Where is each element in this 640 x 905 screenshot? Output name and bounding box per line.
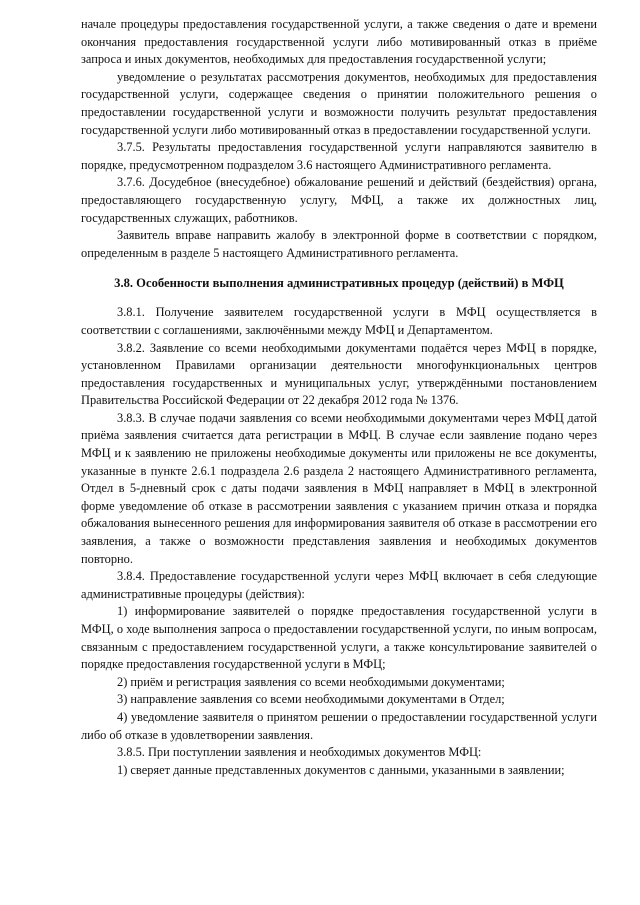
paragraph: 3.7.6. Досудебное (внесудебное) обжалование решений и действий (бездействия) органа, предоставляющего государственную услугу, МФЦ, а также их должностных лиц, государственных служащих, работников. [81, 175, 597, 225]
paragraph: 3.7.5. Результаты предоставления государственной услуги направляются заявителю в порядке, предусмотренном подразделом 3.6 настоящего Административного регламента. [81, 140, 597, 172]
paragraph: 3.8.4. Предоставление государственной услуги через МФЦ включает в себя следующие административные процедуры (действия): [81, 569, 597, 601]
paragraph: 3.8.5. При поступлении заявления и необходимых документов МФЦ: [117, 745, 482, 760]
list-item: 1) сверяет данные представленных документов с данными, указанными в заявлении; [117, 762, 565, 777]
list-item: 4) уведомление заявителя о принятом решении о предоставлении государственной услуги либо об отказе в удовлетворении заявления. [81, 709, 597, 742]
list-item: 2) приём и регистрация заявления со всеми необходимыми документами; [117, 674, 505, 689]
paragraph: Заявитель вправе направить жалобу в электронной форме в соответствии с порядком, определенным в разделе 5 настоящего Административного регламента. [81, 228, 597, 260]
paragraph: 3.8.2. Заявление со всеми необходимыми документами подаётся через МФЦ в порядке, установленном Правилами организации деятельности многофункциональных центров предоставления государственных и муниципальных услуг, утверждёнными постановлением Правительства Российской Федерации от 22 декабря 2012 года № 1376. [81, 340, 597, 408]
paragraph: начале процедуры предоставления государственной услуги, а также сведения о дате и времени окончания предоставления государственной услуги либо мотивированный отказ в приёме запроса и иных документов, необходимых для предоставления государственной услуги; [81, 17, 597, 67]
list-item: 3) направление заявления со всеми необходимыми документами в Отдел; [117, 692, 505, 707]
paragraph: 3.8.3. В случае подачи заявления со всеми необходимыми документами через МФЦ датой приёма заявления считается дата регистрации в МФЦ. В случае если заявление подано через МФЦ и к заявлению не приложены необходимые документы или приложены не все документы, указанные в пункте 2.6.1 подраздела 2.6 раздела 2 настоящего Административного регламента, Отдел в 5-дневный срок с даты подачи заявления в МФЦ направляет в МФЦ в электронной форме уведомление об отказе в рассмотрении заявления с указанием причин отказа и порядка обжалования вынесенного решения для информирования заявителя об отказе в рассмотрении его заявления, а также о возможности представления заявления и необходимых документов повторно. [81, 410, 597, 566]
paragraph: уведомление о результатах рассмотрения документов, необходимых для предоставления государственной услуги, содержащее сведения о принятии положительного решения о предоставлении государственной услуги и возможности получить результат предоставления государственной услуги либо мотивированный отказ в предоставлении государственной услуги. [81, 69, 597, 137]
paragraph: 3.8.1. Получение заявителем государственной услуги в МФЦ осуществляется в соответствии с соглашениями, заключёнными между МФЦ и Департаментом. [81, 305, 597, 337]
section-heading: 3.8. Особенности выполнения административных процедур (действий) в МФЦ [114, 276, 564, 291]
list-item: 1) информирование заявителей о порядке предоставления государственной услуги в МФЦ, о ходе выполнения запроса о предоставлении государственной услуги, по иным вопросам, связанным с предоставлением государственной услуги, а также консультирование заявителей о порядке предоставления государственной услуги в МФЦ; [81, 604, 597, 672]
